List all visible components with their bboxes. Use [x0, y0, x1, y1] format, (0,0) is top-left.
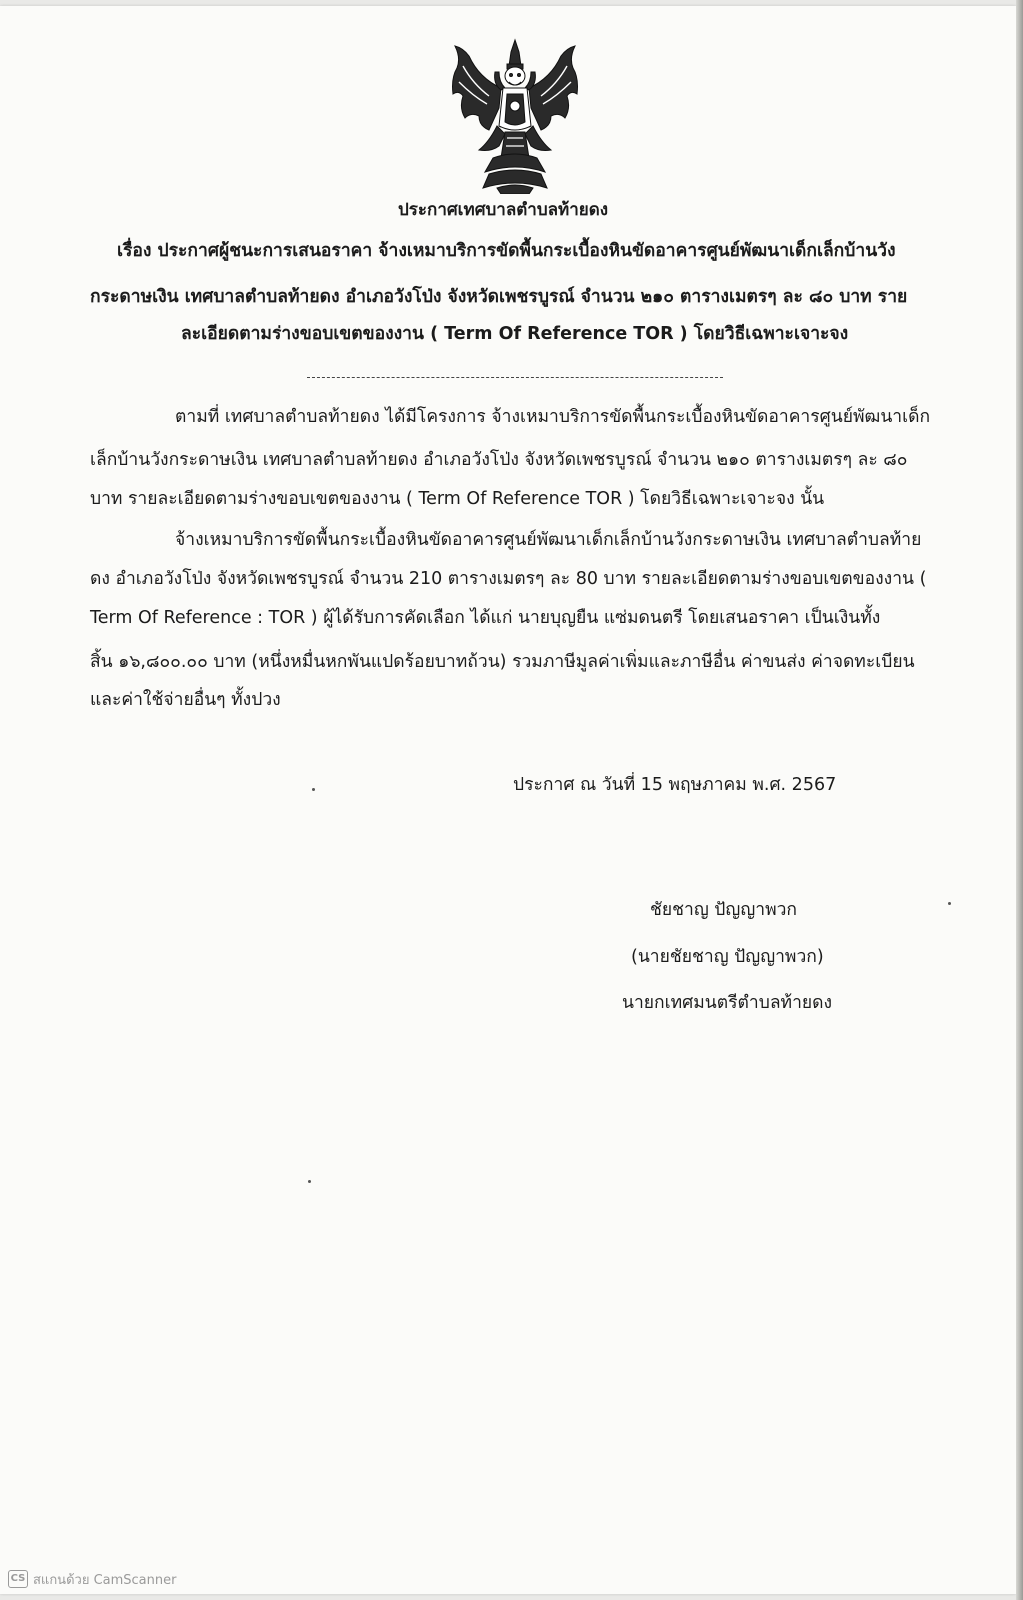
dashed-divider: [307, 377, 723, 378]
paragraph2-line-1: จ้างเหมาบริการขัดพื้นกระเบื้องหินขัดอาคารศูนย์พัฒนาเด็กเล็กบ้านวังกระดาษเงิน เทศบาลตำบลท้าย: [175, 530, 922, 550]
paragraph1-line-3: บาท รายละเอียดตามร่างขอบเขตของงาน ( Term Of Reference TOR ) โดยวิธีเฉพาะเจาะจง นั้น: [90, 489, 825, 509]
paragraph2-line-2: ดง อำเภอวังโป่ง จังหวัดเพชรบูรณ์ จำนวน 210 ตารางเมตรๆ ละ 80 บาท รายละเอียดตามร่างขอบเขตของงาน (: [90, 569, 927, 589]
paragraph2-line-4: สิ้น ๑๖,๘๐๐.๐๐ บาท (หนึ่งหมื่นหกพันแปดร้อยบาทถ้วน) รวมภาษีมูลค่าเพิ่มและภาษีอื่น ค่าขนส่ง ค่าจดทะเบียน: [90, 652, 915, 672]
subject-line-1: เรื่อง ประกาศผู้ชนะการเสนอราคา จ้างเหมาบริการขัดพื้นกระเบื้องหินขัดอาคารศูนย์พัฒนาเด็กเล็กบ้านวัง: [117, 241, 896, 261]
paragraph2-line-5: และค่าใช้จ่ายอื่นๆ ทั้งปวง: [90, 690, 281, 710]
paragraph1-line-1: ตามที่ เทศบาลตำบลท้ายดง ได้มีโครงการ จ้างเหมาบริการขัดพื้นกระเบื้องหินขัดอาคารศูนย์พัฒนาเด็ก: [175, 407, 931, 427]
printed-name: (นายชัยชาญ ปัญญาพวก): [631, 947, 824, 967]
scan-speck: [948, 902, 951, 905]
camscanner-watermark: [8, 1570, 176, 1588]
announce-date: ประกาศ ณ วันที่ 15 พฤษภาคม พ.ศ. 2567: [513, 775, 837, 795]
signed-name: ชัยชาญ ปัญญาพวก: [650, 900, 798, 920]
camscanner-logo-icon: CS: [8, 1570, 28, 1588]
subject-line-2: กระดาษเงิน เทศบาลตำบลท้ายดง อำเภอวังโป่ง จังหวัดเพชรบูรณ์ จำนวน ๒๑๐ ตารางเมตรๆ ละ ๘๐ บาท ราย: [90, 287, 908, 307]
paragraph2-line-3: Term Of Reference : TOR ) ผู้ได้รับการคัดเลือก ได้แก่ นายบุญยืน แซ่มดนตรี โดยเสนอราคา เป็นเงินทั้ง: [90, 608, 881, 628]
scan-speck: [312, 788, 315, 791]
paragraph1-line-2: เล็กบ้านวังกระดาษเงิน เทศบาลตำบลท้ายดง อำเภอวังโป่ง จังหวัดเพชรบูรณ์ จำนวน ๒๑๐ ตารางเมตรๆ ละ ๘๐: [90, 450, 908, 470]
garuda-emblem-icon: [449, 38, 581, 194]
scan-speck: [308, 1180, 311, 1183]
signer-position: นายกเทศมนตรีตำบลท้ายดง: [622, 993, 833, 1013]
document-title: ประกาศเทศบาลตำบลท้ายดง: [398, 200, 609, 220]
page-edge-shadow: [1016, 0, 1023, 1600]
camscanner-text: สแกนด้วย CamScanner: [33, 1572, 177, 1588]
subject-line-3: ละเอียดตามร่างขอบเขตของงาน ( Term Of Reference TOR ) โดยวิธีเฉพาะเจาะจง: [181, 324, 849, 344]
